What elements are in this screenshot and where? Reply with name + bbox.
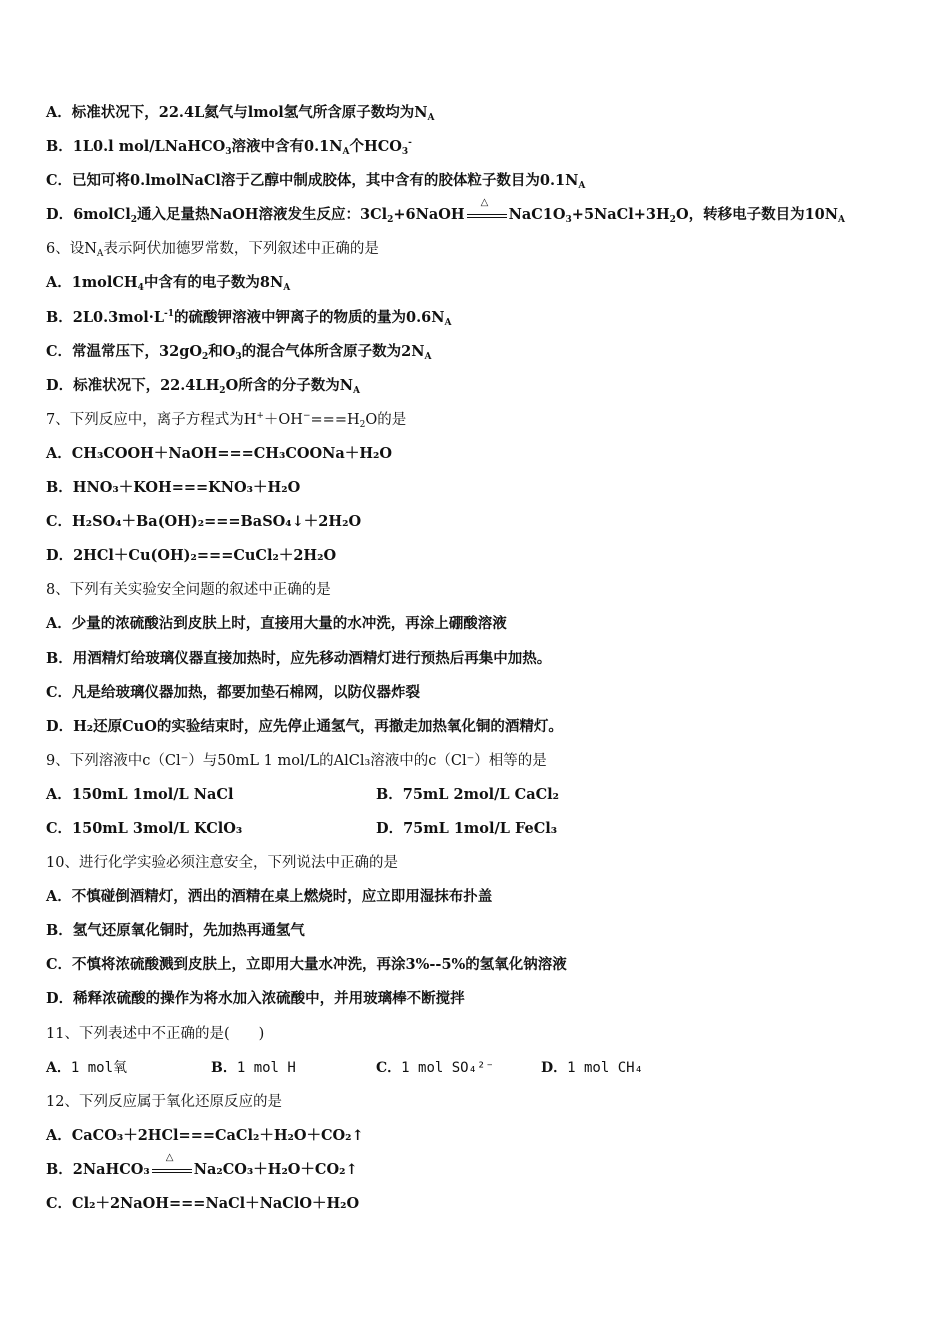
q6-stem: 6、设$N_A$表示阿伏加德罗常数，下列叙述中正确的是 [46, 241, 379, 260]
q11-stem: 11、下列表述中不正确的是( ) [46, 1025, 265, 1042]
exam-page [46, 96, 906, 1221]
q9-options-row-2 [46, 812, 906, 846]
q12-option-a: A．CaCO₃＋2HCl===CaCl₂＋H₂O＋CO₂↑ [46, 1126, 364, 1144]
q8-stem: 8、下列有关实验安全问题的叙述中正确的是 [46, 582, 331, 599]
q7-option-c: C．H₂SO₄＋Ba(OH)₂===BaSO₄↓＋2H₂O [46, 513, 362, 531]
q11-option-b: B．1 mol H [211, 1059, 296, 1076]
q11-option-a: A．1 mol氧 [46, 1059, 128, 1076]
q10-option-a: A．不慎碰倒酒精灯，洒出的酒精在桌上燃烧时，应立即用湿抹布扑盖 [46, 888, 493, 906]
q9-options-row-1 [46, 778, 906, 812]
q7-stem: 7、下列反应中，离子方程式为$H^++OH^-===H_2O$的是 [46, 410, 407, 430]
q5-option-a: A．标准状况下，22.4L氦气与lmol氢气所含原子数均为$N_A$ [46, 104, 435, 123]
q11-options-row [46, 1051, 906, 1085]
q9-option-a: A．150mL 1mol/L NaCl [46, 785, 234, 803]
q9-option-c: C．150mL 3mol/L KClO₃ [46, 819, 243, 837]
q12-stem: 12、下列反应属于氧化还原反应的是 [46, 1093, 282, 1110]
q9-option-b: B．75mL 2mol/L CaCl₂ [376, 785, 560, 803]
q9-stem: 9、下列溶液中c（Cl⁻）与50mL 1 mol/L的AlCl₃溶液中的c（Cl⁻）相等的是 [46, 752, 547, 769]
q7-option-b: B．HNO₃＋KOH===KNO₃＋H₂O [46, 479, 301, 497]
q11-option-d: D．1 mol CH₄ [541, 1059, 643, 1076]
q8-option-d: D．H₂还原CuO的实验结束时，应先停止通氢气，再撤走加热氧化铜的酒精灯。 [46, 717, 563, 735]
heating-symbol: △ [467, 208, 507, 222]
q8-option-a: A．少量的浓硫酸沾到皮肤上时，直接用大量的水冲洗，再涂上硼酸溶液 [46, 615, 507, 633]
q7-option-d: D．2HCl＋Cu(OH)₂===CuCl₂＋2H₂O [46, 547, 337, 565]
q7-option-a: A．CH₃COOH＋NaOH===CH₃COONa＋H₂O [46, 444, 392, 462]
q8-option-c: C．凡是给玻璃仪器加热，都要加垫石棉网，以防仪器炸裂 [46, 683, 421, 701]
q10-option-b: B．氢气还原氧化铜时，先加热再通氢气 [46, 922, 305, 940]
heating-symbol: △ [152, 1163, 192, 1177]
q5-option-c: C．已知可将0.lmolNaCl溶于乙醇中制成胶体，其中含有的胶体粒子数目为$0.1N_A$ [46, 172, 586, 192]
q12-option-b: B．2NaHCO₃ △ Na₂CO₃＋H₂O＋CO₂↑ [46, 1151, 358, 1178]
q5-option-b: B．1L0.l mol/LNaHCO$_3$溶液中含有$0.1N_A$个$HCO_3^-$ [46, 138, 412, 158]
q9-option-d: D．75mL 1mol/L FeCl₃ [376, 819, 558, 837]
q10-stem: 10、进行化学实验必须注意安全，下列说法中正确的是 [46, 855, 398, 872]
q5-option-d: D．6molCl$_2$通入足量热NaOH溶液发生反应：$3Cl_2+6NaOH$ △ $NaC1O_3+5NaCl+3H_2O$，转移电子数目为$10N_A$ [46, 197, 845, 226]
q6-option-d: D．标准状况下，$22.4LH_2O$所含的分子数为$N_A$ [46, 376, 360, 396]
q11-option-c: C．1 mol SO₄²⁻ [376, 1059, 494, 1076]
q10-option-d: D．稀释浓硫酸的操作为将水加入浓硫酸中，并用玻璃棒不断搅拌 [46, 990, 465, 1008]
q8-option-b: B．用酒精灯给玻璃仪器直接加热时，应先移动酒精灯进行预热后再集中加热。 [46, 649, 552, 667]
q6-option-a: A．1molCH$_4$中含有的电子数为$8N_A$ [46, 274, 291, 294]
q6-option-c: C．常温常压下，$32gO_2$和$O_3$的混合气体所含原子数为$2N_A$ [46, 342, 432, 362]
q6-option-b: B．$2L0.3mol\cdot L^{-1}$的硫酸钾溶液中钾离子的物质的量为$0.6N_A$ [46, 308, 452, 328]
q10-option-c: C．不慎将浓硫酸溅到皮肤上，立即用大量水冲洗，再涂3%--5%的氢氧化钠溶液 [46, 956, 567, 974]
q12-option-c: C．Cl₂＋2NaOH===NaCl＋NaClO＋H₂O [46, 1195, 360, 1212]
